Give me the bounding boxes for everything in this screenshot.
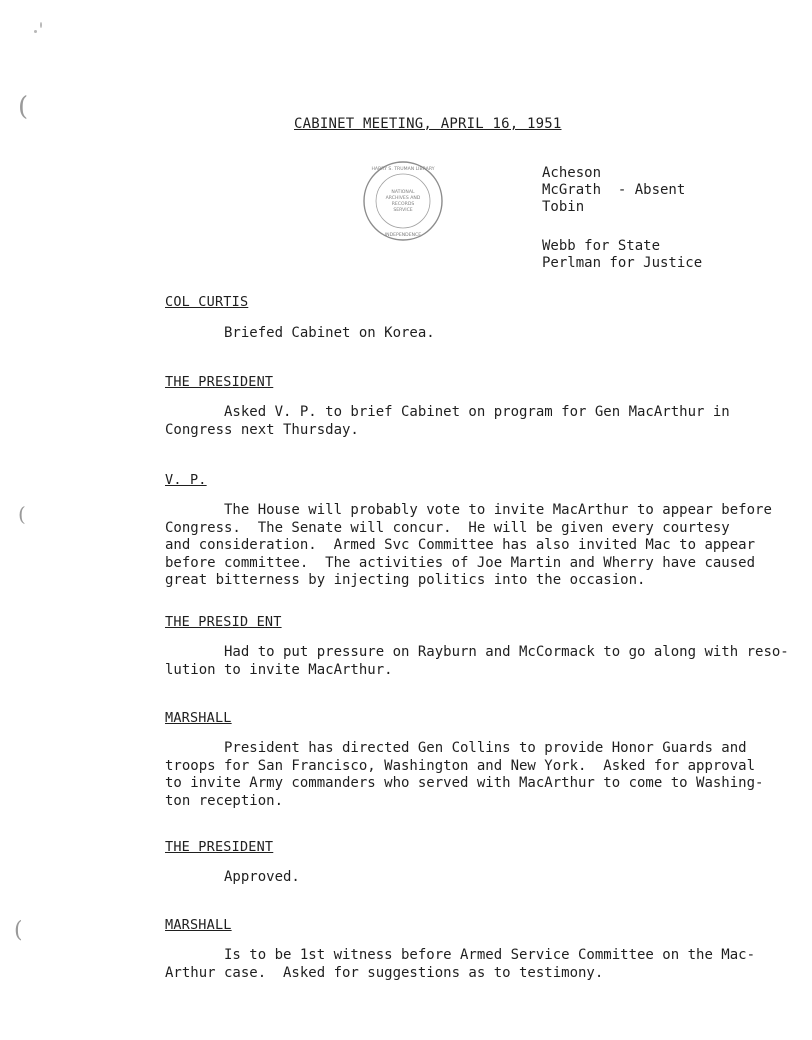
archives-stamp (362, 160, 444, 242)
svg-text:RECORDS: RECORDS (391, 202, 415, 207)
section-body: Is to be 1st witness before Armed Service Committee on the Mac- Arthur case. Asked for suggestions as to testimony. (165, 947, 756, 981)
attendance-list (542, 165, 702, 272)
section-marshall-2 (165, 917, 755, 982)
attendee-mcgrath: McGrath - Absent (542, 182, 686, 198)
attendee-tobin: Tobin (542, 199, 585, 215)
section-body: The House will probably vote to invite MacArthur to appear before Congress. The Senate will concur. He will be given every courtesy and consideration. Armed Svc Committee has also invited Mac to appear before committee. The activities of Joe Martin and Wherry have caused great bitterness by injecting politics into the occasion. (165, 502, 772, 588)
section-body: Asked V. P. to brief Cabinet on program for Gen MacArthur in Congress next Thursday. (165, 404, 730, 438)
section-body: Had to put pressure on Rayburn and McCormack to go along with reso- lution to invite MacArthur. (165, 644, 789, 678)
section-heading: MARSHALL (165, 917, 232, 933)
section-col-curtis (165, 294, 755, 343)
scan-speck (34, 30, 37, 33)
svg-text:NATIONAL: NATIONAL (391, 190, 415, 195)
section-heading: MARSHALL (165, 710, 232, 726)
margin-bracket-bottom: ( (14, 918, 23, 943)
attendee-acheson: Acheson (542, 165, 602, 181)
section-body: President has directed Gen Collins to provide Honor Guards and troops for San Francisco, Washington and New York. Asked for approval to invite Army commanders who served with MacArthur to come to Washing- ton reception. (165, 740, 764, 809)
margin-bracket-top: ( (18, 92, 29, 122)
section-marshall (165, 710, 764, 810)
margin-bracket-middle: ( (18, 502, 26, 526)
svg-text:HARRY S. TRUMAN LIBRARY: HARRY S. TRUMAN LIBRARY (371, 167, 435, 172)
document-title: CABINET MEETING, APRIL 16, 1951 (294, 116, 562, 132)
section-heading: V. P. (165, 472, 207, 488)
section-the-president-2 (165, 614, 789, 679)
svg-text:INDEPENDENCE: INDEPENDENCE (384, 233, 422, 238)
section-body: Briefed Cabinet on Korea. (165, 325, 435, 341)
svg-text:ARCHIVES AND: ARCHIVES AND (385, 196, 421, 201)
section-body: Approved. (165, 869, 300, 885)
section-heading: THE PRESID ENT (165, 614, 282, 630)
section-heading: THE PRESIDENT (165, 374, 274, 390)
section-heading: COL CURTIS (165, 294, 249, 310)
substitute-justice: Perlman for Justice (542, 255, 703, 271)
substitute-state: Webb for State (542, 238, 661, 254)
scan-speck (40, 22, 42, 28)
section-the-president (165, 374, 755, 439)
section-heading: THE PRESIDENT (165, 839, 274, 855)
section-the-president-3 (165, 839, 755, 887)
svg-text:SERVICE: SERVICE (393, 208, 413, 213)
section-vice-president (165, 472, 772, 590)
